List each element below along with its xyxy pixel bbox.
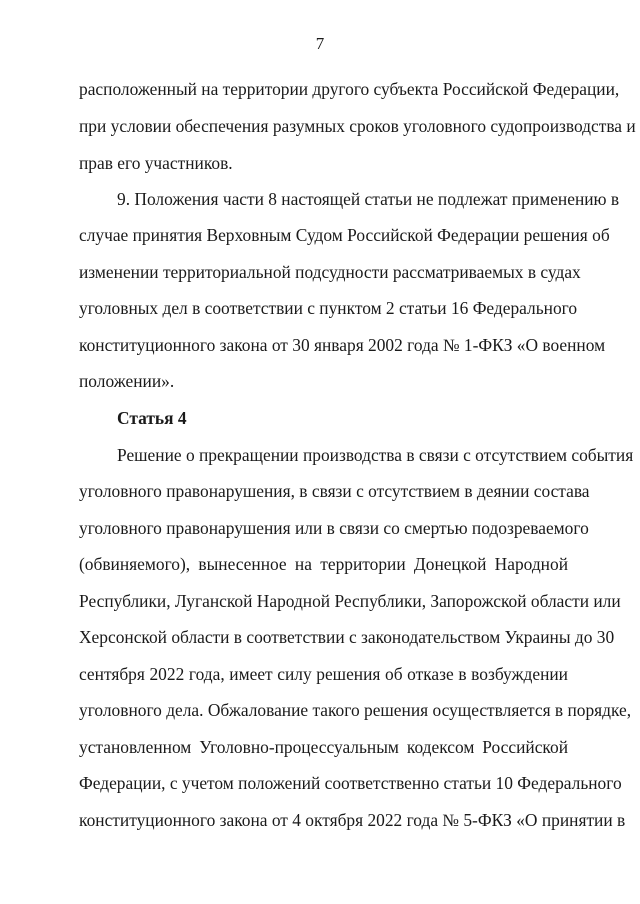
text-line: уголовных дел в соответствии с пунктом 2 статьи 16 Федерального [79,298,578,318]
text-line: конституционного закона от 30 января 2002 года № 1-ФКЗ «О военном [79,335,606,355]
text-line: изменении территориальной подсудности рассматриваемых в судах [79,262,581,282]
page-number: 7 [315,34,325,53]
article-heading: Статья 4 [117,408,187,428]
text-line: Решение о прекращении производства в связи с отсутствием события [117,445,634,465]
text-line: прав его участников. [79,153,233,173]
text-line: уголовного правонарушения, в связи с отсутствием в деянии состава [79,481,590,501]
text-line: Федерации, с учетом положений соответственно статьи 10 Федерального [79,773,622,793]
text-line: положении». [79,371,175,391]
text-line: конституционного закона от 4 октября 2022 года № 5-ФКЗ «О принятии в [79,810,626,830]
text-line: при условии обеспечения разумных сроков уголовного судопроизводства и [79,116,636,136]
text-line: 9. Положения части 8 настоящей статьи не подлежат применению в [117,189,620,209]
text-line: Республики, Луганской Народной Республики, Запорожской области или [79,591,621,611]
text-line: расположенный на территории другого субъекта Российской Федерации, [79,79,620,99]
text-line: (обвиняемого), вынесенное на территории Донецкой Народной [79,554,568,574]
text-line: уголовного правонарушения или в связи со смертью подозреваемого [79,518,589,538]
text-line: установленном Уголовно-процессуальным кодексом Российской [79,737,568,757]
text-line: сентября 2022 года, имеет силу решения об отказе в возбуждении [79,664,568,684]
text-line: Херсонской области в соответствии с законодательством Украины до 30 [79,627,615,647]
text-line: случае принятия Верховным Судом Российской Федерации решения об [79,225,610,245]
text-line: уголовного дела. Обжалование такого решения осуществляется в порядке, [79,700,632,720]
